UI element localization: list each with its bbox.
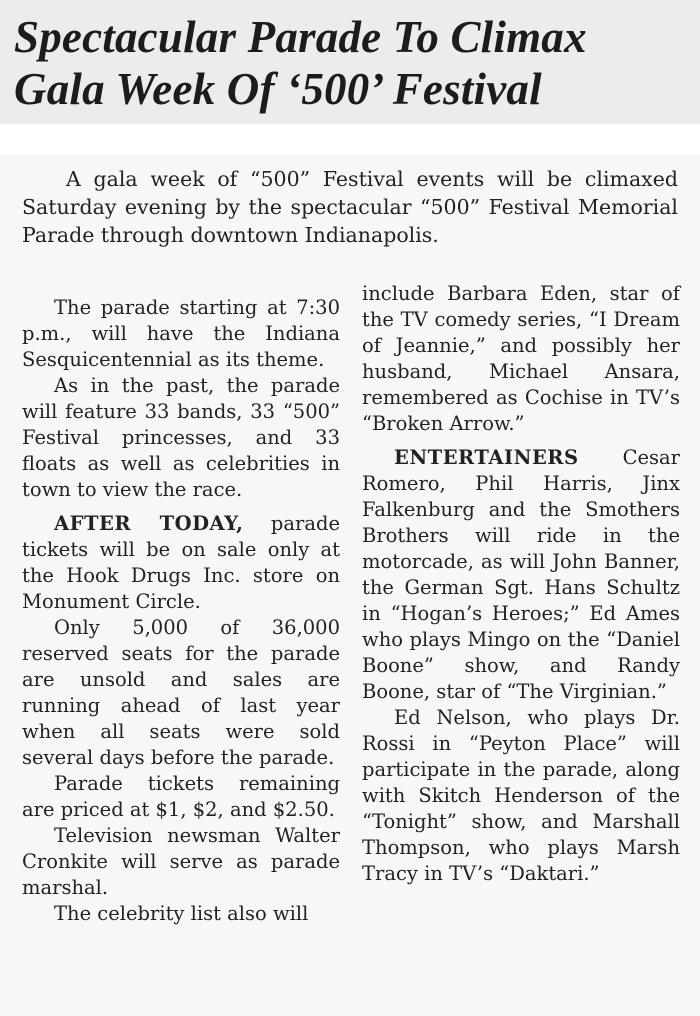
- left-paragraph-1: The parade starting at 7:30 p.m., will have the Indiana Sesquicentennial as its theme.: [22, 296, 340, 371]
- left-paragraph-3-lead: AFTER TODAY,: [54, 512, 244, 535]
- article-body: [0, 155, 700, 1016]
- lede-paragraph: [22, 165, 678, 249]
- right-paragraph-2-text: Cesar Romero, Phil Harris, Jinx Falkenburg and the Smothers Brothers will ride in the motorcade, as will John Banner, the German Sgt. Hans Schultz in “Hogan’s Heroes;” Ed Ames who plays Mingo on the “Daniel Boone” show, and Randy Boone, star of “The Virginian.”: [362, 446, 680, 703]
- left-paragraph-6: Television newsman Walter Cronkite will serve as parade marshal.: [22, 824, 340, 899]
- lede-text: A gala week of “500” Festival events will be climaxed Saturday evening by the spectacular “500” Festival Memorial Parade through downtown Indianapolis.: [22, 167, 678, 247]
- left-column: [22, 295, 340, 927]
- left-paragraph-3: [22, 511, 340, 615]
- left-paragraph-4: Only 5,000 of 36,000 reserved seats for the parade are unsold and sales are running ahead of last year when all seats were sold several days before the parade.: [22, 616, 340, 769]
- headline-line-2: Gala Week Of ‘500’ Festival: [14, 64, 542, 114]
- left-paragraph-2: As in the past, the parade will feature 33 bands, 33 “500” Festival princesses, and 33 floats as well as celebrities in town to view the race.: [22, 374, 340, 501]
- right-column: [362, 281, 680, 887]
- right-paragraph-3: Ed Nelson, who plays Dr. Rossi in “Peyton Place” will participate in the parade, along with Skitch Henderson of the “Tonight” show, and Marshall Thompson, who plays Marsh Tracy in TV’s “Daktari.”: [362, 706, 680, 885]
- left-paragraph-5: Parade tickets remaining are priced at $1, $2, and $2.50.: [22, 772, 340, 821]
- right-paragraph-1: include Barbara Eden, star of the TV comedy series, “I Dream of Jeannie,” and possibly her husband, Michael Ansara, remembered as Cochise in TV’s “Broken Arrow.”: [362, 282, 680, 435]
- headline-line-1: Spectacular Parade To Climax: [14, 12, 587, 62]
- headline: [0, 0, 700, 124]
- left-paragraph-7: The celebrity list also will: [54, 902, 309, 925]
- left-paragraph-3-text: parade tickets will be on sale only at the Hook Drugs Inc. store on Monument Circle.: [22, 512, 341, 613]
- right-paragraph-2-lead: ENTERTAINERS: [394, 446, 579, 469]
- right-paragraph-2: [362, 445, 680, 705]
